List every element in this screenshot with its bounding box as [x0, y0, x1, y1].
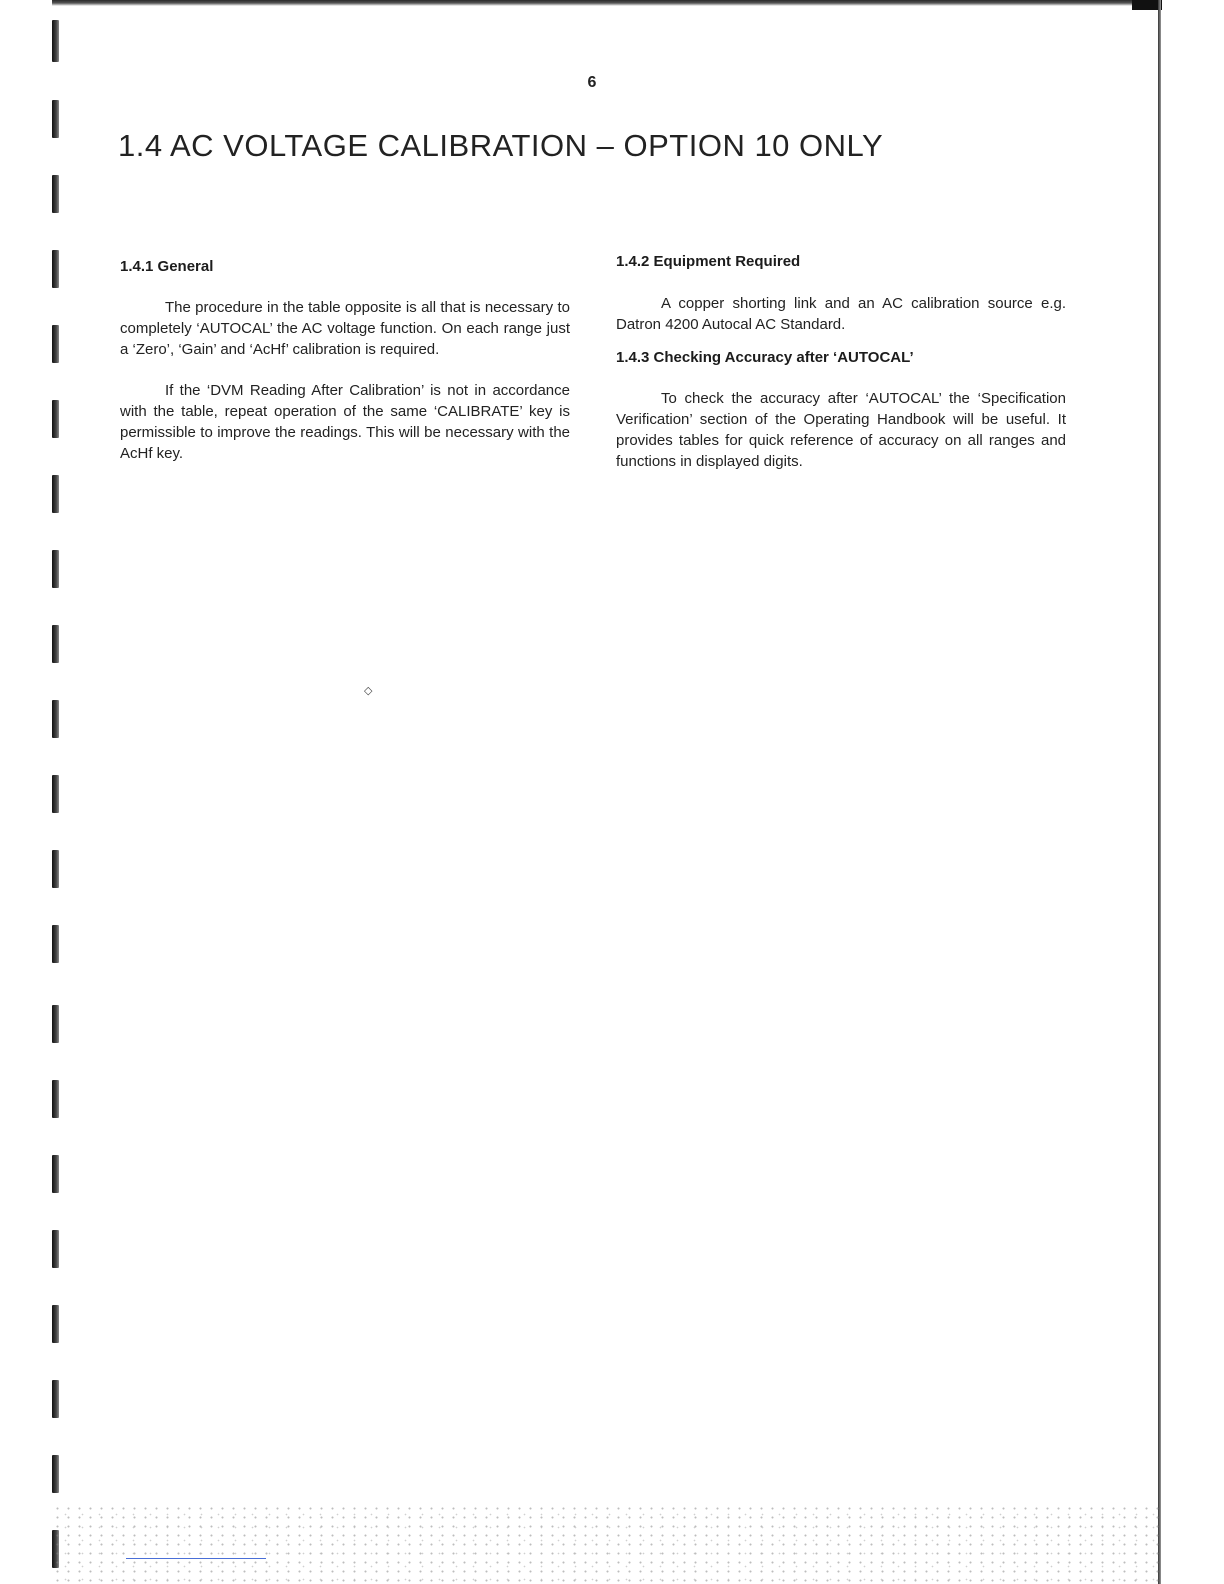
binding-hole [52, 1305, 59, 1343]
scan-right-edge [1158, 0, 1161, 1584]
general-paragraph-2: If the ‘DVM Reading After Calibration’ is not in accordance with the table, repeat operation of the same ‘CALIBRATE’ key is permissible to improve the readings. This will be necessary with the AcHf key. [120, 382, 570, 462]
section-heading-general: 1.4.1 General [120, 258, 214, 275]
binding-hole [52, 1380, 59, 1418]
binding-hole [52, 1080, 59, 1118]
scan-noise [52, 1504, 1162, 1584]
binding-hole [52, 925, 59, 963]
binding-hole [52, 625, 59, 663]
right-column [616, 251, 1066, 484]
binding-hole [52, 775, 59, 813]
binding-hole [52, 475, 59, 513]
scan-speck: ◇ [364, 685, 373, 697]
binding-hole [52, 1155, 59, 1193]
binding-hole [52, 850, 59, 888]
page-number: 6 [587, 74, 597, 91]
binding-hole [52, 20, 59, 62]
binding-hole [52, 100, 59, 138]
binding-hole [52, 1005, 59, 1043]
general-paragraph-1: The procedure in the table opposite is all that is necessary to completely ‘AUTOCAL’ the AC voltage function. On each range just a ‘Zero’, ‘Gain’ and ‘AcHf’ calibration is required. [120, 299, 570, 358]
section-heading-equipment: 1.4.2 Equipment Required [616, 253, 801, 270]
binding-hole [52, 700, 59, 738]
scan-top-edge [52, 0, 1162, 6]
binding-hole [52, 1230, 59, 1268]
page-title: 1.4 AC VOLTAGE CALIBRATION – OPTION 10 ONLY [118, 128, 884, 163]
section-heading-accuracy: 1.4.3 Checking Accuracy after ‘AUTOCAL’ [616, 349, 914, 366]
binding-hole [52, 250, 59, 288]
binding-hole [52, 1455, 59, 1493]
binding-hole [52, 550, 59, 588]
binding-holes [48, 0, 70, 1584]
scan-line-mark [126, 1558, 266, 1559]
binding-hole [52, 175, 59, 213]
binding-hole [52, 325, 59, 363]
equipment-paragraph: A copper shorting link and an AC calibration source e.g. Datron 4200 Autocal AC Standard. [616, 295, 1066, 333]
binding-hole [52, 400, 59, 438]
accuracy-paragraph: To check the accuracy after ‘AUTOCAL’ the ‘Specification Verification’ section of the Operating Handbook will be useful. It provides tables for quick reference of accuracy on all ranges and functions in displayed digits. [616, 390, 1066, 470]
left-column [120, 256, 570, 464]
